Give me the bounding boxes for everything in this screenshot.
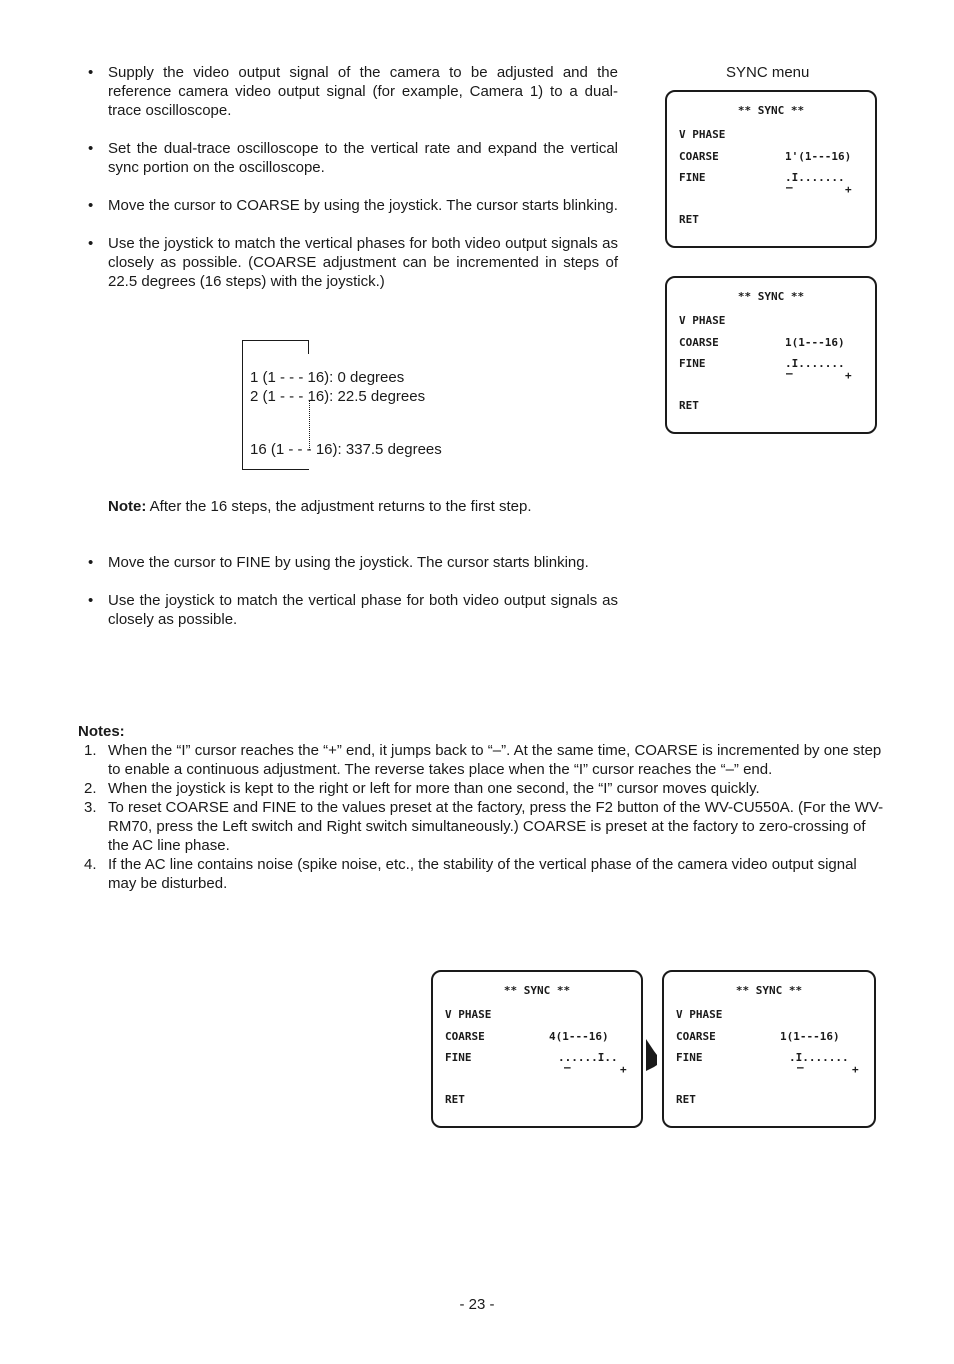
page-number: - 23 - [459, 1296, 495, 1313]
notes-heading: Notes: [78, 723, 125, 740]
list-item: • Supply the video output signal of the camera to be adjusted and the reference camera video output signal (for example, Camera 1) to a dual-trace oscilloscope. [88, 63, 618, 120]
minus-marker: – [564, 1061, 571, 1074]
screen-title: ** SYNC ** [737, 290, 805, 303]
coarse-value: 1(1---16) [785, 336, 845, 349]
note-text: When the joystick is kept to the right or left for more than one second, the “I” cursor moves quickly. [108, 780, 760, 797]
coarse-value: 1'(1---16) [785, 150, 852, 163]
fine-label: FINE [679, 357, 706, 370]
ret-label: RET [679, 399, 699, 412]
sync-screen-4 [662, 970, 876, 1128]
vphase-label: V PHASE [676, 1008, 723, 1021]
list-item [78, 741, 888, 779]
note-text: To reset COARSE and FINE to the values preset at the factory, press the F2 button of the WV-CU550A. (For the WV-RM70, press the Left switch and Right switch simultaneously.) COARSE is preset at the factory to zero-crossing of the AC line phase. [108, 799, 884, 854]
ret-label: RET [445, 1093, 465, 1106]
fine-label: FINE [445, 1051, 472, 1064]
diagram-line-2: 2 (1 - - - 16): 22.5 degrees [250, 388, 426, 405]
note-number: 2. [84, 780, 97, 797]
coarse-value: 1(1---16) [780, 1030, 840, 1043]
note-number: 3. [84, 799, 97, 816]
list-item [78, 798, 888, 855]
note [108, 497, 532, 516]
screen-title: ** SYNC ** [735, 984, 803, 997]
fine-label: FINE [679, 171, 706, 184]
vphase-label: V PHASE [679, 314, 726, 327]
screen-title: ** SYNC ** [503, 984, 571, 997]
note-number: 1. [84, 742, 97, 759]
plus-marker: + [845, 369, 852, 382]
note-text: If the AC line contains noise (spike noise, etc., the stability of the vertical phase of the camera video output signal may be disturbed. [108, 856, 857, 892]
screen-title: ** SYNC ** [737, 104, 805, 117]
fine-value: .I....... [785, 357, 845, 370]
note-label: Note: [108, 498, 147, 515]
plus-marker: + [845, 183, 852, 196]
sync-screen-3 [431, 970, 643, 1128]
note-number: 4. [84, 856, 97, 873]
list-item: • Set the dual-trace oscilloscope to the vertical rate and expand the vertical sync portion on the oscilloscope. [88, 139, 618, 177]
sync-menu-caption: SYNC menu [726, 64, 810, 81]
fine-value: ......I.. [558, 1051, 618, 1064]
plus-marker: + [852, 1063, 859, 1076]
diagram-line-1: 1 (1 - - - 16): 0 degrees [250, 369, 405, 386]
coarse-label: COARSE [445, 1030, 485, 1043]
ret-label: RET [679, 213, 699, 226]
list-item: • Move the cursor to FINE by using the joystick. The cursor starts blinking. [88, 553, 618, 572]
instruction-list-top [88, 63, 618, 310]
list-item: • Move the cursor to COARSE by using the joystick. The cursor starts blinking. [88, 196, 618, 215]
list-item [78, 855, 888, 893]
coarse-label: COARSE [679, 150, 719, 163]
notes-list [78, 741, 888, 893]
diagram-line-3: 16 (1 - - - 16): 337.5 degrees [250, 441, 442, 458]
sync-screen-2 [665, 276, 877, 434]
ret-label: RET [676, 1093, 696, 1106]
note-text: When the “I” cursor reaches the “+” end, it jumps back to “–”. At the same time, COARSE is incremented by one step to enable a continuous adjustment. The reverse takes place when the “I” cursor reaches the “–” end. [108, 742, 882, 778]
fine-value: .I....... [785, 171, 845, 184]
vphase-label: V PHASE [679, 128, 726, 141]
fine-value: .I....... [789, 1051, 849, 1064]
list-item: • Use the joystick to match the vertical phase for both video output signals as closely as possible. [88, 591, 618, 629]
arrow-right-icon [644, 1037, 658, 1073]
coarse-value: 4(1---16) [549, 1030, 609, 1043]
fine-label: FINE [676, 1051, 703, 1064]
plus-marker: + [620, 1063, 627, 1076]
vphase-label: V PHASE [445, 1008, 492, 1021]
list-item: • Use the joystick to match the vertical phases for both video output signals as closely as possible. (COARSE adjustment can be incremented in steps of 22.5 degrees (16 steps) with the joystick.) [88, 234, 618, 291]
coarse-label: COARSE [679, 336, 719, 349]
minus-marker: – [797, 1061, 804, 1074]
sync-screen-1 [665, 90, 877, 248]
coarse-label: COARSE [676, 1030, 716, 1043]
note-text: After the 16 steps, the adjustment returns to the first step. [149, 498, 532, 515]
minus-marker: – [786, 367, 793, 380]
instruction-list-bottom [88, 553, 618, 648]
minus-marker: – [786, 181, 793, 194]
list-item [78, 779, 888, 798]
